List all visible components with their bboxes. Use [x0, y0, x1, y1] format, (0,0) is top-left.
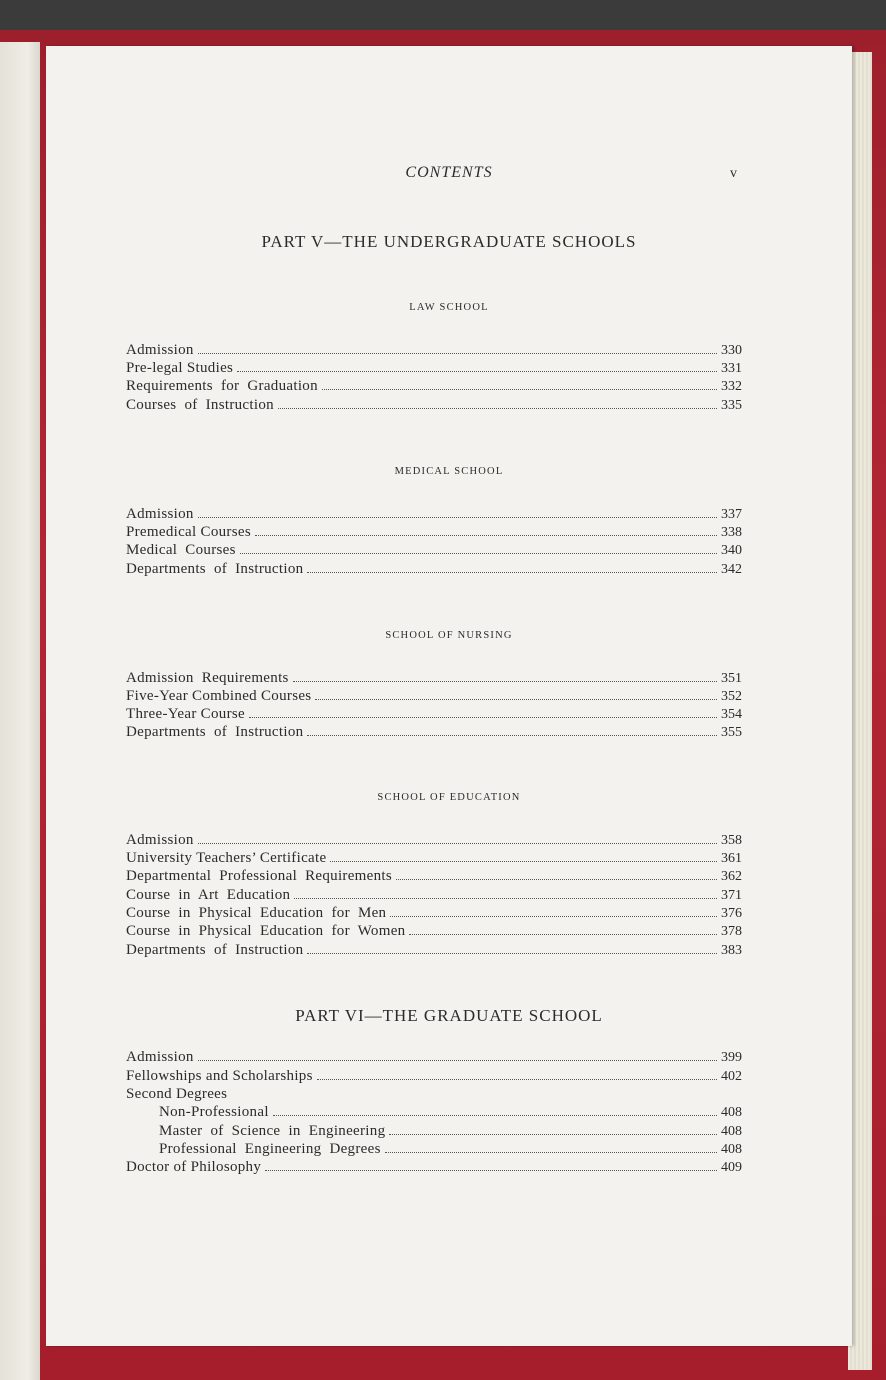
toc-entry-page: 383 — [721, 943, 742, 958]
toc-entry — [126, 359, 742, 377]
toc-entry-label: Departmental Professional Requirements — [126, 868, 392, 884]
toc-subentry — [159, 1122, 742, 1140]
toc-entry — [126, 705, 742, 723]
toc-entry-label: Admission — [126, 506, 194, 522]
part-vi-title: PART VI—THE GRADUATE SCHOOL — [295, 1006, 603, 1025]
toc-entry-page: 408 — [721, 1142, 742, 1157]
leader-dots — [317, 1067, 717, 1080]
toc-entry-page: 338 — [721, 525, 742, 540]
toc-entry — [126, 669, 742, 687]
toc-entry — [126, 396, 742, 414]
toc-entry-label: Admission — [126, 342, 194, 358]
toc-subentry — [159, 1103, 742, 1121]
toc-entry-page: 378 — [721, 924, 742, 939]
toc-entry-page: 408 — [721, 1105, 742, 1120]
toc-entry-page: 331 — [721, 361, 742, 376]
toc-entry — [126, 723, 742, 741]
toc-entry-label: Admission — [126, 1049, 194, 1065]
toc-entry-page: 342 — [721, 562, 742, 577]
leader-dots — [307, 723, 717, 736]
toc-entry — [126, 1067, 742, 1085]
toc-entry — [126, 560, 742, 578]
toc-entry — [126, 922, 742, 940]
toc-entry-label: Pre-legal Studies — [126, 360, 234, 376]
leader-dots — [198, 341, 717, 354]
leader-dots — [315, 687, 717, 700]
toc-entry — [126, 523, 742, 541]
toc-entry — [126, 505, 742, 523]
toc-entry-label: Professional Engineering Degrees — [159, 1141, 381, 1157]
toc-entry — [126, 687, 742, 705]
leader-dots — [307, 560, 717, 573]
leader-dots — [198, 505, 717, 518]
section-title-law-school: LAW SCHOOL — [409, 302, 489, 313]
running-head: CONTENTS — [405, 164, 493, 181]
toc-entry-page: 351 — [721, 671, 742, 686]
toc-entry-label: University Teachers’ Certificate — [126, 850, 327, 866]
toc-entry-page: 355 — [721, 725, 742, 740]
toc-entry-label: Doctor of Philosophy — [126, 1159, 262, 1175]
leader-dots — [330, 849, 717, 862]
toc-entry-page: 330 — [721, 343, 742, 358]
toc-entry-label: Course in Physical Education for Women — [126, 923, 406, 939]
toc-entry-label: Admission — [126, 832, 194, 848]
toc-entry-page: 399 — [721, 1050, 742, 1065]
leader-dots — [265, 1158, 717, 1171]
section-title-medical-school: MEDICAL SCHOOL — [394, 466, 504, 477]
leader-dots — [249, 705, 717, 718]
toc-entry — [126, 941, 742, 959]
toc-entry-page: 352 — [721, 689, 742, 704]
toc-entry — [126, 849, 742, 867]
toc-entry-page: 354 — [721, 707, 742, 722]
toc-entry-label: Departments of Instruction — [126, 942, 304, 958]
toc-entry-label: Five-Year Combined Courses — [126, 688, 312, 704]
toc-entry-label: Courses of Instruction — [126, 397, 274, 413]
leader-dots — [294, 886, 717, 899]
leader-dots — [389, 1122, 717, 1135]
part-v-title: PART V—THE UNDERGRADUATE SCHOOLS — [261, 232, 637, 251]
leader-dots — [396, 867, 717, 880]
toc-entry-page: 332 — [721, 379, 742, 394]
toc-entry-label: Course in Art Education — [126, 887, 291, 903]
toc-entry-page: 340 — [721, 543, 742, 558]
toc-entry — [126, 1158, 742, 1176]
toc-entry-label: Non-Professional — [159, 1104, 269, 1120]
toc-entry-page: 409 — [721, 1160, 742, 1175]
leader-dots — [198, 831, 717, 844]
toc-entry-page: 362 — [721, 869, 742, 884]
toc-entry-label: Premedical Courses — [126, 524, 251, 540]
toc-entry-page: 358 — [721, 833, 742, 848]
page-number: v — [730, 166, 737, 181]
leader-dots — [255, 523, 717, 536]
leader-dots — [273, 1103, 717, 1116]
toc-entry — [126, 867, 742, 885]
leader-dots — [409, 922, 717, 935]
toc-entry-page: 402 — [721, 1069, 742, 1084]
leader-dots — [322, 377, 717, 390]
toc-entry-page: 335 — [721, 398, 742, 413]
toc-entry — [126, 831, 742, 849]
section-title-school-of-nursing: SCHOOL OF NURSING — [385, 630, 513, 641]
toc-entry-page: 371 — [721, 888, 742, 903]
toc-entry-label: Three-Year Course — [126, 706, 245, 722]
section-title-school-of-education: SCHOOL OF EDUCATION — [377, 792, 521, 803]
toc-subentry — [159, 1140, 742, 1158]
left-page-edge — [0, 42, 40, 1380]
leader-dots — [278, 396, 717, 409]
toc-entry-label: Course in Physical Education for Men — [126, 905, 387, 921]
toc-entry-label: Departments of Instruction — [126, 724, 304, 740]
leader-dots — [385, 1140, 717, 1153]
toc-entry — [126, 904, 742, 922]
toc-entry-page: 376 — [721, 906, 742, 921]
toc-entry — [126, 886, 742, 904]
toc-entry-page: 408 — [721, 1124, 742, 1139]
leader-dots — [293, 669, 717, 682]
leader-dots — [307, 941, 717, 954]
toc-entry — [126, 341, 742, 359]
toc-entry-page: 337 — [721, 507, 742, 522]
toc-entry-label: Requirements for Graduation — [126, 378, 318, 394]
toc-heading-entry — [126, 1085, 742, 1103]
toc-entry — [126, 1048, 742, 1066]
leader-space — [231, 1085, 738, 1097]
toc-entry-label: Fellowships and Scholarships — [126, 1068, 313, 1084]
toc-entry — [126, 541, 742, 559]
toc-entry-label: Admission Requirements — [126, 670, 289, 686]
book-page — [46, 46, 852, 1346]
leader-dots — [198, 1048, 717, 1061]
leader-dots — [237, 359, 717, 372]
toc-entry — [126, 377, 742, 395]
toc-entry-label: Departments of Instruction — [126, 561, 304, 577]
toc-entry-label: Second Degrees — [126, 1086, 228, 1102]
leader-dots — [240, 541, 717, 554]
toc-entry-label: Master of Science in Engineering — [159, 1123, 386, 1139]
leader-dots — [390, 904, 717, 917]
toc-entry-page: 361 — [721, 851, 742, 866]
toc-entry-label: Medical Courses — [126, 542, 236, 558]
